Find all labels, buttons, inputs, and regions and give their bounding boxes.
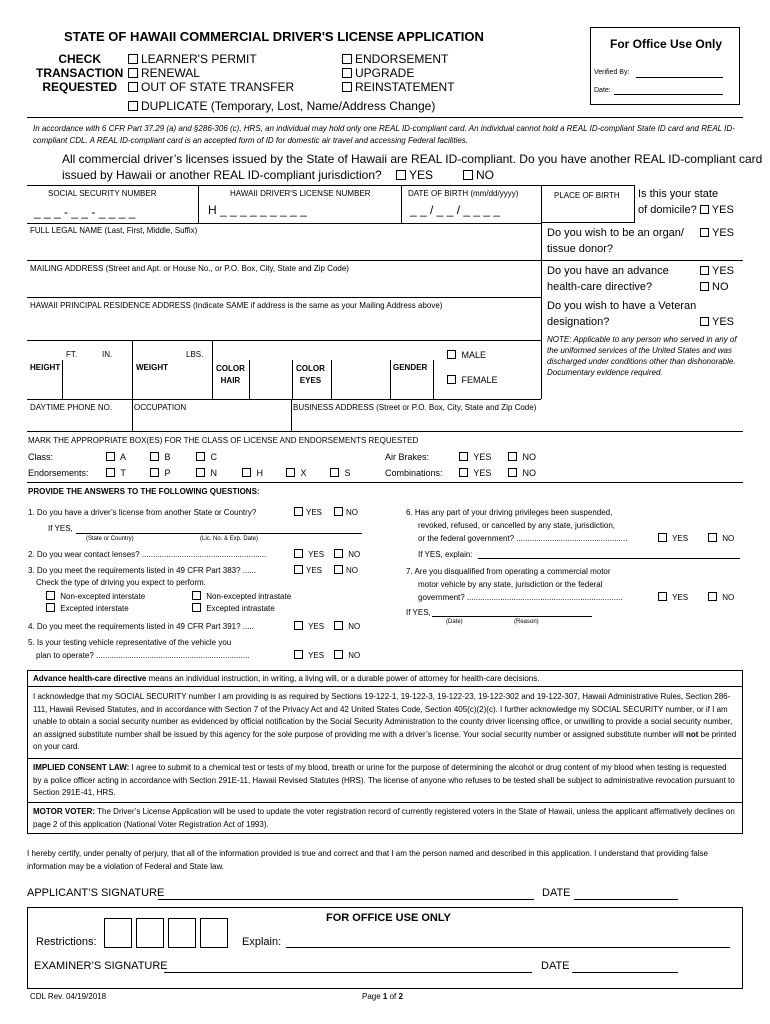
option-label: LEARNER'S PERMIT [141, 52, 257, 66]
applicant-date-line[interactable] [574, 899, 678, 900]
implied-text: I agree to submit to a chemical test or tests of my blood, breath or urine for the purpose of determining the alcohol or drug content of my blood when testing is requested by a police officer acting in accordance with Section 291E-11, Hawaii Revised Statutes (HRS). The license of anyone who refuses to be tested shall be subject to administrative revocation pursuant to Section 291E-41, HRS. [33, 763, 735, 797]
air-brakes-no-option[interactable] [508, 452, 536, 462]
q1-no-checkbox[interactable] [334, 507, 343, 516]
question-6-line2: revoked, refused, or cancelled by any state, jurisdiction, [418, 521, 615, 530]
divider [27, 223, 541, 224]
class-b-option[interactable] [150, 452, 171, 462]
page-text: of [387, 992, 399, 1001]
male-label: MALE [461, 350, 487, 360]
occupation-label: OCCUPATION [134, 403, 187, 412]
ssn-label: SOCIAL SECURITY NUMBER [48, 189, 157, 198]
ssn-text: I acknowledge that my SOCIAL SECURITY number I am providing is as required by Sections 19-122-1, 19-122-3, 19-122-23, 19-122-302 and 19-122-307, Hawaii Administrative Rules, Section 286-111, Hawaii Revised Statutes, and in accordance with Section 7 of the Privacy Act and 42 United States Code, Section 405(c)(2)(c). I further acknowledge my SOCIAL SECURITY number, or if I am unable to obtain a social security number as evidenced by official notification by the Social Security Administration to the county driver licensing office, or unwilling to provide a social security number, an assigned substitute number shall be issued by this agency for the sole purpose of providing me with a driver’s license. Your social security number or assigned substitute number will [33, 692, 733, 739]
veteran-note: NOTE: Applicable to any person who served in any of the uniformed services of the United States and was discharged under conditions other than dishonorable. Documentary evidence required. [547, 335, 737, 377]
no-label: NO [522, 468, 537, 478]
endorsement-checkbox[interactable] [342, 54, 352, 64]
check-label-line: CHECK [58, 52, 101, 66]
dob-label: DATE OF BIRTH (mm/dd/yyyy) [408, 189, 519, 198]
weight-label: WEIGHT [136, 363, 168, 372]
excepted-intrastate-checkbox[interactable] [192, 603, 201, 612]
eye-color-label [296, 363, 325, 387]
color-word: COLOR [296, 364, 325, 373]
question-6-line3: or the federal government? .................................................. [418, 534, 628, 543]
real-id-no-option[interactable] [463, 168, 494, 182]
duplicate-option[interactable] [128, 99, 435, 113]
divider [27, 117, 743, 118]
certification-statement: I hereby certify, under penalty of perjury, that all of the information provided is true and correct and that I am the person named and described in this application. I understand that providing false information may be a violation of Federal and State law. [27, 849, 708, 871]
q1-no-option[interactable] [334, 507, 358, 517]
eyes-word: EYES [299, 376, 322, 385]
out-of-state-option[interactable] [128, 80, 294, 94]
endorse-n-checkbox[interactable] [196, 468, 205, 477]
feet-label: FT. [66, 350, 78, 359]
question-7-line2: motor vehicle by any state, jurisdiction or the federal [418, 580, 603, 589]
endorse-p-checkbox[interactable] [150, 468, 159, 477]
yes-label: YES [712, 316, 735, 328]
q1-yes-checkbox[interactable] [294, 507, 303, 516]
option-label: UPGRADE [355, 66, 415, 80]
q6-if-yes-label: If YES, explain: [418, 550, 473, 559]
endorse-h-checkbox[interactable] [242, 468, 251, 477]
real-id-no-checkbox[interactable] [463, 170, 473, 180]
female-option[interactable] [447, 375, 498, 385]
office-use-title: For Office Use Only [610, 37, 723, 51]
no-label: NO [348, 550, 361, 559]
q2-no-checkbox[interactable] [334, 549, 343, 558]
organ-donor-line1 [547, 227, 684, 239]
q1-license-hint: (Lic. No. & Exp. Date) [200, 536, 259, 542]
bold-term: Advance health-care directive [33, 674, 147, 683]
bold-term: IMPLIED CONSENT LAW: [33, 763, 130, 772]
class-a-checkbox[interactable] [106, 452, 115, 461]
endorse-s-option[interactable] [330, 468, 351, 478]
office-use-bottom-title: FOR OFFICE USE ONLY [326, 912, 451, 924]
q1-yes-option[interactable] [294, 507, 322, 517]
q3-yes-option[interactable] [294, 565, 322, 575]
divider [132, 399, 133, 431]
endorse-h-label: H [256, 468, 264, 478]
dl-number-input[interactable]: H _ _ _ _ _ _ _ _ _ [208, 203, 307, 217]
office-date-line[interactable] [614, 94, 723, 95]
renewal-option[interactable] [128, 66, 294, 80]
q7-yes-option[interactable] [658, 592, 688, 602]
divider [390, 360, 391, 399]
endorse-p-option[interactable] [150, 468, 171, 478]
combinations-no-checkbox[interactable] [508, 468, 517, 477]
page-total: 2 [398, 992, 403, 1001]
q7-date-hint: (Date) [446, 619, 463, 625]
q1-if-yes-label: If YES, [48, 524, 73, 533]
office-date-label: Date: [594, 87, 611, 94]
questions-heading: PROVIDE THE ANSWERS TO THE FOLLOWING QUESTIONS: [28, 487, 260, 496]
ssn-acknowledgement [33, 691, 737, 754]
endorse-s-label: S [344, 468, 351, 478]
residence-address-label: HAWAII PRINCIPAL RESIDENCE ADDRESS (Indicate SAME if address is the same as your Mailing Address above) [30, 301, 443, 310]
applicant-signature-line[interactable] [158, 899, 534, 900]
question-7-line1: 7. Are you disqualified from operating a commercial motor [406, 567, 611, 576]
restriction-box-4[interactable] [200, 918, 228, 948]
class-instruction: MARK THE APPROPRIATE BOX(ES) FOR THE CLASS OF LICENSE AND ENDORSEMENTS REQUESTED [28, 436, 419, 445]
q3-subtext: Check the type of driving you expect to perform. [36, 578, 206, 587]
explain-label: Explain: [242, 936, 282, 948]
divider [331, 360, 332, 399]
excepted-interstate-checkbox[interactable] [46, 603, 55, 612]
endorse-p-label: P [164, 468, 171, 478]
option-label: Excepted interstate [60, 604, 129, 613]
dob-input[interactable]: _ _ / _ _ / _ _ _ _ [410, 203, 501, 217]
female-label: FEMALE [461, 375, 498, 385]
hair-color-label [216, 363, 245, 387]
divider [249, 360, 250, 399]
no-label: NO [712, 281, 729, 293]
revision-label: CDL Rev. 04/19/2018 [30, 992, 107, 1001]
divider [291, 399, 292, 431]
q4-yes-option[interactable] [294, 621, 324, 631]
option-label: DUPLICATE (Temporary, Lost, Name/Address Change) [141, 99, 436, 113]
non-excepted-intrastate-checkbox[interactable] [192, 591, 201, 600]
option-label: RENEWAL [141, 66, 200, 80]
yes-label: YES [306, 566, 323, 575]
reinstatement-option[interactable] [342, 80, 455, 94]
yes-label: YES [672, 534, 689, 543]
combinations-label: Combinations: [385, 468, 443, 478]
q1-details-line[interactable] [76, 533, 362, 534]
class-b-label: B [164, 452, 171, 462]
yes-label: YES [672, 593, 689, 602]
endorsement-option[interactable] [342, 52, 455, 66]
learners-permit-option[interactable] [128, 52, 294, 66]
divider [27, 431, 743, 432]
advance-directive-no-option[interactable] [700, 281, 729, 293]
combinations-no-option[interactable] [508, 468, 536, 478]
q4-no-option[interactable] [334, 621, 360, 631]
upgrade-option[interactable] [342, 66, 455, 80]
yes-label: YES [712, 265, 735, 277]
option-label: Excepted intrastate [206, 604, 275, 613]
divider [401, 185, 402, 223]
form-title: STATE OF HAWAII COMMERCIAL DRIVER'S LICENSE APPLICATION [64, 29, 484, 44]
female-checkbox[interactable] [447, 375, 456, 384]
yes-label: YES [711, 204, 734, 216]
applicant-date-label: DATE [542, 887, 571, 899]
real-id-yes-checkbox[interactable] [396, 170, 406, 180]
endorse-h-option[interactable] [242, 468, 263, 478]
motor-voter-notice [33, 806, 737, 831]
advance-directive-yes-option[interactable] [700, 265, 734, 277]
yes-label: YES [409, 168, 434, 182]
phone-label: DAYTIME PHONE NO. [30, 403, 113, 412]
page-number [362, 992, 403, 1001]
no-label: NO [348, 622, 361, 631]
endorsements-label: Endorsements: [28, 468, 89, 478]
option-label: OUT OF STATE TRANSFER [141, 80, 295, 94]
option-label: Non-excepted interstate [60, 592, 146, 601]
check-transaction-label [36, 52, 123, 94]
q6-no-checkbox[interactable] [708, 533, 717, 542]
no-label: NO [522, 452, 537, 462]
q5-no-checkbox[interactable] [334, 650, 343, 659]
q2-yes-checkbox[interactable] [294, 549, 303, 558]
definition-text: means an individual instruction, in writing, a living will, or a durable power of attorney for health-care decisions. [146, 674, 540, 683]
divider [27, 297, 541, 298]
divider [27, 260, 541, 261]
endorse-x-label: X [300, 468, 307, 478]
organ-donor-yes-option[interactable] [700, 227, 734, 239]
advance-directive-no-checkbox[interactable] [700, 282, 709, 291]
veteran-yes-option[interactable] [700, 316, 734, 328]
question-4: 4. Do you meet the requirements listed in 49 CFR Part 391? ..... [28, 622, 254, 631]
yes-label: YES [712, 227, 735, 239]
endorse-t-option[interactable] [106, 468, 126, 478]
verified-by-line[interactable] [636, 77, 723, 78]
divider [212, 340, 213, 399]
endorse-s-checkbox[interactable] [330, 468, 339, 477]
air-brakes-no-checkbox[interactable] [508, 452, 517, 461]
q3-no-checkbox[interactable] [334, 565, 343, 574]
excepted-intrastate-option[interactable] [192, 603, 275, 613]
q7-yes-checkbox[interactable] [658, 592, 667, 601]
motor-text: The Driver’s License Application will be used to update the voter registration record of currently registered voters in the State of Hawaii, unless the applicant affirmatively declines on page 2 of this application (National Voter Registration Act of 1993). [33, 807, 735, 829]
transaction-options-col1 [128, 52, 294, 94]
non-excepted-interstate-checkbox[interactable] [46, 591, 55, 600]
divider [292, 360, 293, 399]
q7-details-line[interactable] [432, 616, 592, 617]
renewal-checkbox[interactable] [128, 68, 138, 78]
divider [27, 758, 743, 759]
no-label: NO [722, 534, 735, 543]
organ-donor-line2: tissue donor? [547, 243, 614, 255]
advance-directive-definition [33, 674, 539, 683]
no-label: NO [722, 593, 735, 602]
option-label: REINSTATEMENT [355, 80, 455, 94]
q7-no-option[interactable] [708, 592, 734, 602]
q7-no-checkbox[interactable] [708, 592, 717, 601]
q4-no-checkbox[interactable] [334, 621, 343, 630]
domicile-yes-checkbox[interactable] [700, 205, 709, 214]
domicile-question-line2 [638, 204, 734, 216]
advance-directive-line2: health-care directive? [547, 281, 653, 293]
pounds-label: LBS. [186, 350, 204, 359]
yes-label: YES [308, 550, 325, 559]
bold-term: MOTOR VOTER: [33, 807, 96, 816]
class-c-label: C [210, 452, 218, 462]
full-name-label: FULL LEGAL NAME (Last, First, Middle, Suffix) [30, 226, 198, 235]
implied-consent-notice [33, 762, 737, 800]
divider [132, 340, 133, 399]
examiner-signature-label: EXAMINER’S SIGNATURE [34, 960, 168, 972]
page-text: Page [362, 992, 383, 1001]
question-2: 2. Do you wear contact lenses? ........................................................ [28, 550, 267, 559]
real-id-yes-option[interactable] [396, 168, 433, 182]
reinstatement-checkbox[interactable] [342, 82, 352, 92]
class-label: Class: [28, 452, 54, 462]
restriction-box-3[interactable] [168, 918, 196, 948]
class-c-checkbox[interactable] [196, 452, 205, 461]
endorse-t-label: T [120, 468, 126, 478]
air-brakes-yes-option[interactable] [459, 452, 491, 462]
air-brakes-yes-checkbox[interactable] [459, 452, 468, 461]
endorse-n-option[interactable] [196, 468, 217, 478]
class-a-option[interactable] [106, 452, 126, 462]
yes-label: YES [473, 452, 492, 462]
real-id-question-line1: All commercial driver’s licenses issued by the State of Hawaii are REAL ID-compliant. Do you have another REAL ID-compliant card [62, 152, 763, 166]
divider [541, 260, 743, 261]
question-1: 1. Do you have a driver’s license from another State or Country? [28, 508, 257, 517]
divider [62, 360, 63, 399]
real-id-notice: In accordance with 6 CFR Part 37.29 (a) and §286-306 (c), HRS, an individual may hold only one REAL ID-compliant card. An individual cannot hold a REAL ID-compliant State ID card and REAL ID-compliant CDL. A REAL ID-compliant card is an accepted form of ID for domestic air travel and accessing Federal facilities. [33, 124, 735, 145]
q1-state-hint: (State or Country) [86, 536, 134, 542]
q6-yes-option[interactable] [658, 533, 688, 543]
q3-yes-checkbox[interactable] [294, 565, 303, 574]
divider [27, 686, 743, 687]
no-label: NO [476, 168, 494, 182]
examiner-date-label: DATE [541, 960, 570, 972]
out-of-state-checkbox[interactable] [128, 82, 138, 92]
q5-no-option[interactable] [334, 650, 360, 660]
q6-no-option[interactable] [708, 533, 734, 543]
endorse-n-label: N [210, 468, 218, 478]
dl-number-label: HAWAII DRIVER'S LICENSE NUMBER [230, 189, 371, 198]
veteran-yes-checkbox[interactable] [700, 317, 709, 326]
q5-yes-checkbox[interactable] [294, 650, 303, 659]
endorse-x-option[interactable] [286, 468, 307, 478]
examiner-date-line[interactable] [572, 972, 678, 973]
organ-donor-text: Do you wish to be an organ/ [547, 227, 684, 239]
q5-yes-option[interactable] [294, 650, 324, 660]
duplicate-checkbox[interactable] [128, 101, 138, 111]
q3-no-option[interactable] [334, 565, 358, 575]
no-label: NO [348, 651, 361, 660]
explain-line[interactable] [286, 947, 730, 948]
examiner-signature-line[interactable] [164, 972, 532, 973]
verified-by-label: Verified By: [594, 69, 630, 76]
question-7-line3: government? ...................................................................... [418, 593, 623, 602]
place-of-birth-label: PLACE OF BIRTH [554, 191, 620, 200]
veteran-line2: designation? [547, 316, 610, 328]
option-label: Non-excepted intrastate [206, 592, 292, 601]
restrictions-label: Restrictions: [36, 936, 97, 948]
upgrade-checkbox[interactable] [342, 68, 352, 78]
q7-if-yes-label: If YES, [406, 608, 431, 617]
divider [433, 360, 434, 399]
male-checkbox[interactable] [447, 350, 456, 359]
q4-yes-checkbox[interactable] [294, 621, 303, 630]
mailing-address-label: MAILING ADDRESS (Street and Apt. or House No., or P.O. Box, City, State and Zip Code) [30, 264, 349, 273]
restriction-box-2[interactable] [136, 918, 164, 948]
divider [27, 340, 541, 341]
question-3: 3. Do you meet the requirements listed in 49 CFR Part 383? ...... [28, 566, 257, 575]
excepted-interstate-option[interactable] [46, 603, 129, 613]
endorse-t-checkbox[interactable] [106, 468, 115, 477]
domicile-label: of domicile? [638, 204, 697, 216]
yes-label: YES [306, 508, 323, 517]
q2-no-option[interactable] [334, 549, 360, 559]
business-address-label: BUSINESS ADDRESS (Street or P.O. Box, City, State and Zip Code) [293, 403, 537, 412]
organ-donor-yes-checkbox[interactable] [700, 228, 709, 237]
q2-yes-option[interactable] [294, 549, 324, 559]
endorse-x-checkbox[interactable] [286, 468, 295, 477]
color-word: COLOR [216, 364, 245, 373]
learners-permit-checkbox[interactable] [128, 54, 138, 64]
option-label: ENDORSEMENT [355, 52, 449, 66]
combinations-yes-option[interactable] [459, 468, 491, 478]
non-excepted-interstate-option[interactable] [46, 591, 145, 601]
restriction-box-1[interactable] [104, 918, 132, 948]
divider [198, 185, 199, 223]
yes-label: YES [473, 468, 492, 478]
height-label: HEIGHT [30, 363, 61, 372]
hair-word: HAIR [220, 376, 241, 385]
no-label: NO [346, 508, 358, 517]
air-brakes-label: Air Brakes: [385, 452, 430, 462]
advance-directive-yes-checkbox[interactable] [700, 266, 709, 275]
non-excepted-intrastate-option[interactable] [192, 591, 291, 601]
applicant-signature-label: APPLICANT’S SIGNATURE [27, 887, 165, 899]
domicile-question-line1: Is this your state [638, 188, 719, 200]
divider [27, 185, 541, 186]
male-option[interactable] [447, 350, 486, 360]
transaction-options-col2 [342, 52, 455, 94]
divider [27, 482, 743, 483]
ssn-input[interactable]: _ _ _ - _ _ - _ _ _ _ [34, 205, 136, 219]
class-b-checkbox[interactable] [150, 452, 159, 461]
divider [27, 399, 541, 400]
yes-label: YES [308, 651, 325, 660]
yes-label: YES [308, 622, 325, 631]
question-6-line1: 6. Has any part of your driving privileges been suspended, [406, 508, 613, 517]
bold-term: not [685, 729, 699, 739]
class-a-label: A [120, 452, 127, 462]
veteran-line1: Do you wish to have a Veteran [547, 300, 697, 312]
question-5-line2: plan to operate? ..................................................................... [36, 651, 250, 660]
no-label: NO [346, 566, 358, 575]
question-5-line1: 5. Is your testing vehicle representative of the vehicle you [28, 638, 232, 647]
gender-label: GENDER [393, 363, 428, 372]
q7-reason-hint: (Reason) [514, 619, 539, 625]
class-c-option[interactable] [196, 452, 217, 462]
combinations-yes-checkbox[interactable] [459, 468, 468, 477]
real-id-question-line2: issued by Hawaii or another REAL ID-compliant jurisdiction? [62, 168, 382, 182]
q6-yes-checkbox[interactable] [658, 533, 667, 542]
advance-directive-line1: Do you have an advance [547, 265, 669, 277]
q6-explain-line[interactable] [478, 558, 740, 559]
check-label-line: TRANSACTION [36, 66, 124, 80]
divider [27, 802, 743, 803]
check-label-line: REQUESTED [42, 80, 117, 94]
page-current: 1 [382, 992, 388, 1001]
inches-label: IN. [102, 350, 113, 359]
ssn-text: be printed on your card. [33, 729, 737, 751]
